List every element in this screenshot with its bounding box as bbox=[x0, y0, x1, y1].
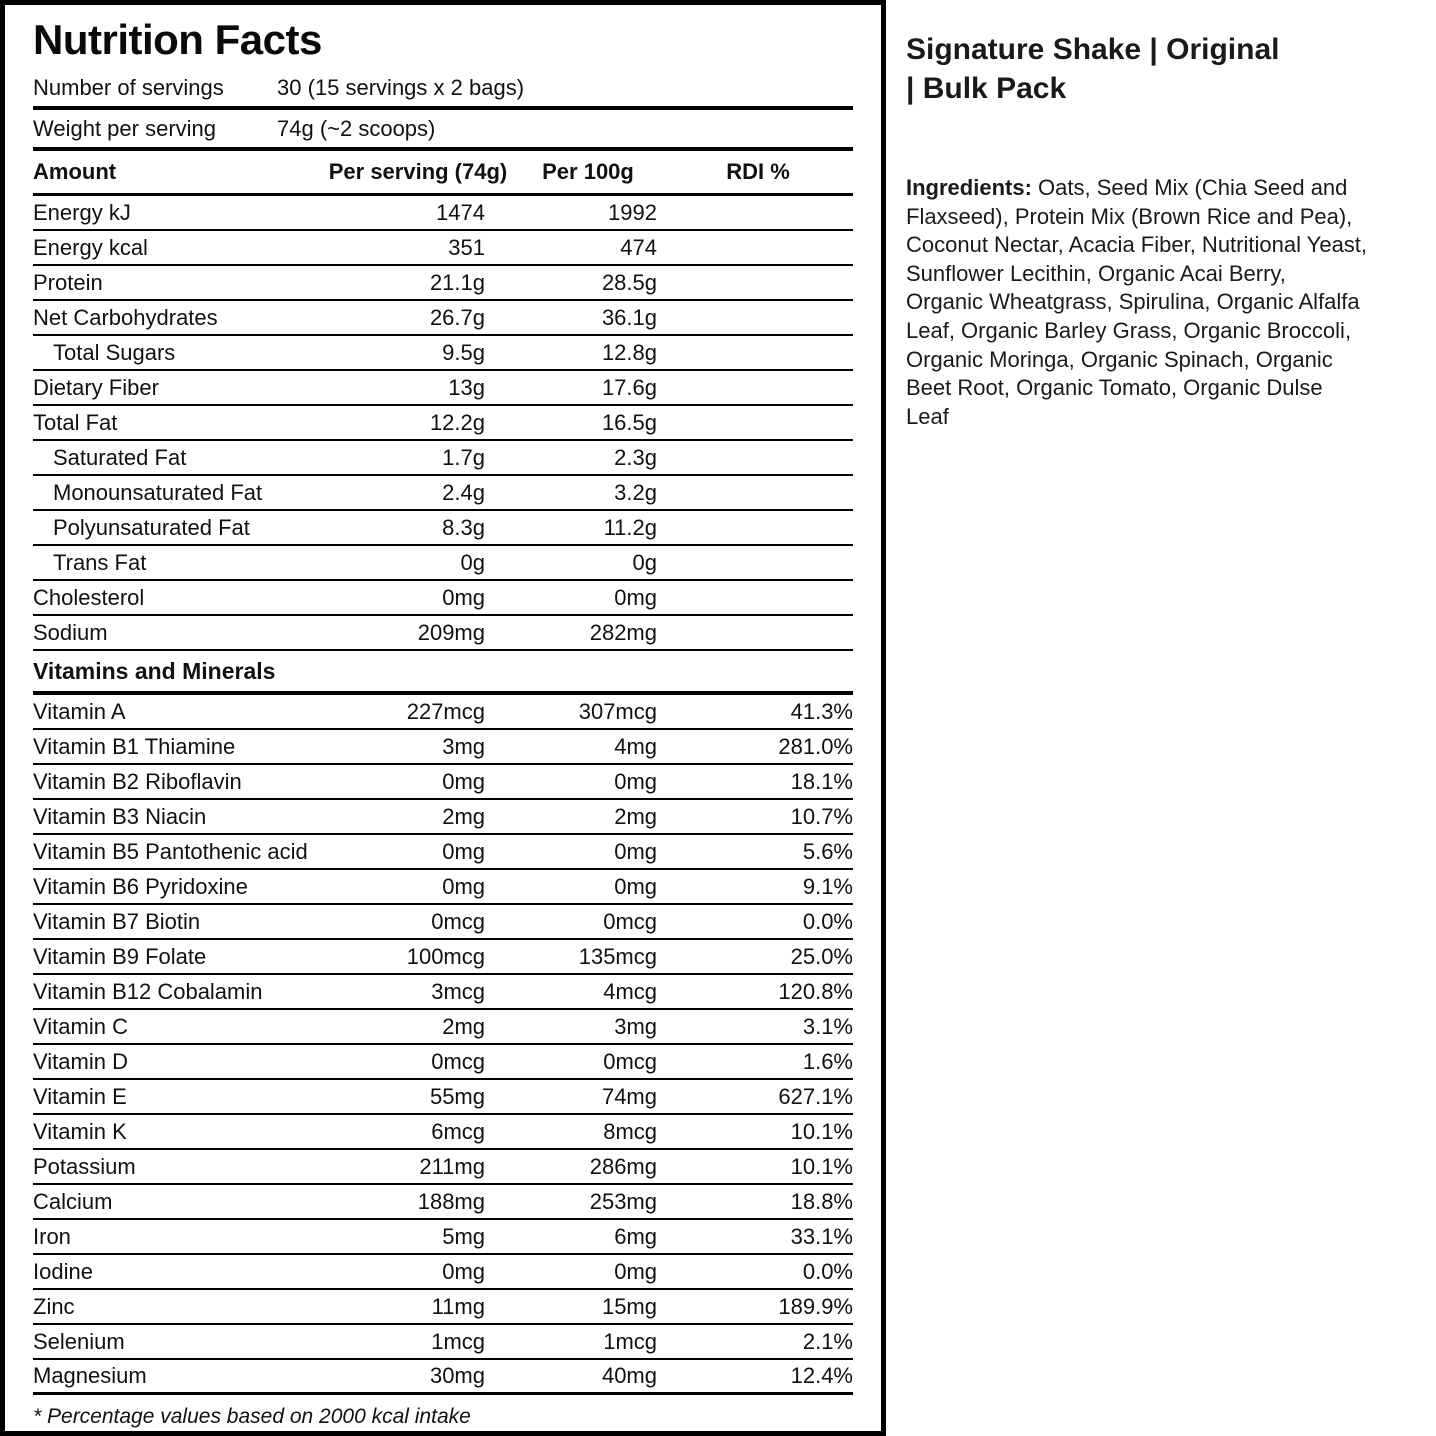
row-label: Vitamin K bbox=[33, 1118, 127, 1144]
per-100g-value: 17.6g bbox=[601, 374, 657, 400]
table-row bbox=[33, 1360, 853, 1395]
product-title-line2: | Bulk Pack bbox=[906, 72, 1067, 105]
per-serving-value: 2.4g bbox=[442, 479, 485, 505]
table-row bbox=[33, 1010, 853, 1045]
rdi-value: 189.9% bbox=[778, 1293, 853, 1319]
table-row bbox=[33, 765, 853, 800]
row-label: Total Sugars bbox=[53, 339, 176, 365]
rdi-value: 18.8% bbox=[790, 1188, 853, 1214]
table-row bbox=[33, 581, 853, 616]
servings-value: 30 (15 servings x 2 bags) bbox=[277, 74, 525, 100]
table-row bbox=[33, 1325, 853, 1360]
row-label: Vitamin B6 Pyridoxine bbox=[33, 873, 248, 899]
per-serving-value: 55mg bbox=[429, 1083, 485, 1109]
per-serving-value: 351 bbox=[448, 234, 485, 260]
column-header-row bbox=[33, 151, 853, 196]
per-serving-value: 188mg bbox=[417, 1188, 485, 1214]
rdi-value: 25.0% bbox=[790, 943, 853, 969]
table-row bbox=[33, 406, 853, 441]
row-label: Iron bbox=[33, 1223, 71, 1249]
rdi-value: 5.6% bbox=[802, 838, 853, 864]
per-100g-value: 474 bbox=[620, 234, 657, 260]
table-row bbox=[33, 371, 853, 406]
weight-row bbox=[33, 110, 853, 151]
per-100g-value: 0mg bbox=[614, 873, 657, 899]
rdi-value: 1.6% bbox=[802, 1048, 853, 1074]
table-row bbox=[33, 1115, 853, 1150]
table-row bbox=[33, 695, 853, 730]
rdi-value: 9.1% bbox=[802, 873, 853, 899]
per-serving-value: 11mg bbox=[431, 1293, 485, 1319]
per-100g-value: 282mg bbox=[589, 619, 657, 645]
per-100g-value: 40mg bbox=[601, 1363, 657, 1388]
row-label: Sodium bbox=[33, 619, 108, 645]
table-row bbox=[33, 1290, 853, 1325]
table-row bbox=[33, 940, 853, 975]
table-row bbox=[33, 1080, 853, 1115]
row-label: Potassium bbox=[33, 1153, 136, 1179]
table-row bbox=[33, 835, 853, 870]
per-100g-value: 36.1g bbox=[601, 304, 657, 330]
row-label: Vitamin B9 Folate bbox=[33, 943, 207, 969]
per-serving-value: 5mg bbox=[442, 1223, 485, 1249]
footnote: * Percentage values based on 2000 kcal intake bbox=[33, 1405, 471, 1428]
table-row bbox=[33, 511, 853, 546]
row-label: Vitamin B2 Riboflavin bbox=[33, 768, 242, 794]
servings-label: Number of servings bbox=[33, 74, 224, 100]
per-serving-value: 2mg bbox=[442, 803, 485, 829]
row-label: Vitamin C bbox=[33, 1013, 128, 1039]
per-100g-value: 4mg bbox=[614, 733, 657, 759]
table-row bbox=[33, 266, 853, 301]
per-serving-value: 8.3g bbox=[442, 514, 485, 540]
rdi-value: 41.3% bbox=[790, 698, 853, 724]
per-serving-value: 100mcg bbox=[406, 943, 485, 969]
per-100g-value: 0mcg bbox=[603, 908, 657, 934]
per-serving-value: 3mg bbox=[442, 733, 485, 759]
rdi-value: 33.1% bbox=[790, 1223, 853, 1249]
row-label: Vitamin D bbox=[33, 1048, 128, 1074]
weight-value: 74g (~2 scoops) bbox=[277, 115, 436, 141]
per-serving-value: 0mg bbox=[442, 838, 485, 864]
per-100g-value: 12.8g bbox=[601, 339, 657, 365]
rdi-value: 10.1% bbox=[790, 1153, 853, 1179]
per-100g-value: 0mcg bbox=[603, 1048, 657, 1074]
per-100g-value: 0mg bbox=[614, 584, 657, 610]
row-label: Iodine bbox=[33, 1258, 93, 1284]
row-label: Vitamin B3 Niacin bbox=[33, 803, 207, 829]
rdi-value: 281.0% bbox=[778, 733, 853, 759]
table-row bbox=[33, 196, 853, 231]
per-100g-value: 11.2g bbox=[603, 514, 657, 540]
panel-title: Nutrition Facts bbox=[33, 16, 322, 63]
ingredients-text: Oats, Seed Mix (Chia Seed and Flaxseed), Protein Mix (Brown Rice and Pea), Coconut Nectar, Acacia Fiber, Nutritional Yeast, Sunflower Lecithin, Organic Acai Berry, Organic Wheatgrass, Spirulina, Organic Alfalfa Leaf, Organic Barley Grass, Organic Broccoli, Organic Moringa, Organic Spinach, Organic Beet Root, Organic Tomato, Organic Dulse Leaf bbox=[906, 175, 1368, 429]
row-label: Vitamin B1 Thiamine bbox=[33, 733, 236, 759]
per-serving-value: 0mcg bbox=[431, 1048, 485, 1074]
row-label: Vitamin B7 Biotin bbox=[33, 908, 201, 934]
per-100g-value: 4mcg bbox=[603, 978, 657, 1004]
per-100g-value: 0g bbox=[632, 549, 657, 575]
table-row bbox=[33, 800, 853, 835]
per-100g-value: 16.5g bbox=[601, 409, 657, 435]
table-row bbox=[33, 546, 853, 581]
product-panel bbox=[886, 0, 1436, 1436]
table-row bbox=[33, 1150, 853, 1185]
per-100g-value: 2.3g bbox=[614, 444, 657, 470]
per-serving-value: 26.7g bbox=[429, 304, 485, 330]
row-label: Energy kcal bbox=[33, 234, 148, 260]
table-row bbox=[33, 301, 853, 336]
column-header-rdi: RDI % bbox=[726, 159, 790, 184]
per-serving-value: 30mg bbox=[429, 1363, 485, 1388]
per-100g-value: 0mg bbox=[614, 838, 657, 864]
per-100g-value: 28.5g bbox=[601, 269, 657, 295]
weight-label: Weight per serving bbox=[33, 115, 217, 141]
row-label: Vitamin B12 Cobalamin bbox=[33, 978, 263, 1004]
per-serving-value: 9.5g bbox=[442, 339, 485, 365]
per-serving-value: 0mg bbox=[442, 1258, 485, 1284]
rdi-value: 2.1% bbox=[802, 1328, 853, 1354]
per-100g-value: 3mg bbox=[614, 1013, 657, 1039]
row-label: Calcium bbox=[33, 1188, 113, 1214]
rdi-value: 10.7% bbox=[790, 803, 853, 829]
table-row bbox=[33, 1255, 853, 1290]
table-row bbox=[33, 870, 853, 905]
per-100g-value: 253mg bbox=[589, 1188, 657, 1214]
table-row bbox=[33, 1045, 853, 1080]
per-serving-value: 0mg bbox=[442, 584, 485, 610]
per-serving-value: 12.2g bbox=[429, 409, 485, 435]
row-label: Net Carbohydrates bbox=[33, 304, 218, 330]
rdi-value: 120.8% bbox=[778, 978, 853, 1004]
per-100g-value: 1mcg bbox=[603, 1328, 657, 1354]
rdi-value: 0.0% bbox=[802, 908, 853, 934]
per-100g-value: 8mcg bbox=[603, 1118, 657, 1144]
per-serving-value: 13g bbox=[448, 374, 485, 400]
table-row bbox=[33, 616, 853, 651]
per-100g-value: 135mcg bbox=[578, 943, 657, 969]
per-serving-value: 1mcg bbox=[431, 1328, 485, 1354]
row-label: Vitamin E bbox=[33, 1083, 127, 1109]
per-100g-value: 0mg bbox=[614, 768, 657, 794]
row-label: Dietary Fiber bbox=[33, 374, 159, 400]
per-serving-value: 0mg bbox=[442, 873, 485, 899]
table-row bbox=[33, 905, 853, 940]
per-serving-value: 2mg bbox=[442, 1013, 485, 1039]
rdi-value: 3.1% bbox=[802, 1013, 853, 1039]
servings-row bbox=[33, 69, 853, 110]
row-label: Energy kJ bbox=[33, 199, 131, 225]
rdi-value: 18.1% bbox=[790, 768, 853, 794]
rdi-value: 12.4% bbox=[790, 1363, 853, 1388]
vitamins-table bbox=[33, 695, 853, 1395]
rdi-value: 627.1% bbox=[778, 1083, 853, 1109]
table-row bbox=[33, 476, 853, 511]
per-serving-value: 21.1g bbox=[429, 269, 485, 295]
per-100g-value: 307mcg bbox=[578, 698, 657, 724]
table-row bbox=[33, 231, 853, 266]
product-title-line1: Signature Shake | Original bbox=[906, 33, 1280, 66]
per-serving-value: 0g bbox=[460, 549, 485, 575]
per-100g-value: 0mg bbox=[614, 1258, 657, 1284]
product-title bbox=[906, 30, 1396, 108]
per-serving-value: 0mcg bbox=[431, 908, 485, 934]
row-label: Cholesterol bbox=[33, 584, 145, 610]
row-label: Zinc bbox=[33, 1293, 75, 1319]
rdi-value: 0.0% bbox=[802, 1258, 853, 1284]
per-serving-value: 211mg bbox=[419, 1153, 485, 1179]
row-label: Total Fat bbox=[33, 409, 118, 435]
per-100g-value: 3.2g bbox=[614, 479, 657, 505]
table-row bbox=[33, 441, 853, 476]
per-serving-value: 1.7g bbox=[442, 444, 485, 470]
per-100g-value: 15mg bbox=[601, 1293, 657, 1319]
per-100g-value: 286mg bbox=[589, 1153, 657, 1179]
per-serving-value: 1474 bbox=[436, 199, 485, 225]
nutrients-table bbox=[33, 196, 853, 651]
row-label: Polyunsaturated Fat bbox=[53, 514, 250, 540]
row-label: Saturated Fat bbox=[53, 444, 187, 470]
per-serving-value: 3mcg bbox=[431, 978, 485, 1004]
table-row bbox=[33, 730, 853, 765]
table-row bbox=[33, 336, 853, 371]
vitamins-minerals-header: Vitamins and Minerals bbox=[33, 651, 853, 695]
column-header-per-serving: Per serving (74g) bbox=[328, 159, 508, 184]
per-serving-value: 227mcg bbox=[406, 698, 485, 724]
per-serving-value: 0mg bbox=[442, 768, 485, 794]
column-header-per-100g: Per 100g bbox=[542, 159, 634, 184]
table-row bbox=[33, 975, 853, 1010]
rdi-value: 10.1% bbox=[790, 1118, 853, 1144]
table-row bbox=[33, 1185, 853, 1220]
row-label: Magnesium bbox=[33, 1363, 147, 1388]
ingredients-label: Ingredients: bbox=[906, 175, 1032, 200]
ingredients-paragraph bbox=[906, 174, 1368, 431]
per-100g-value: 6mg bbox=[614, 1223, 657, 1249]
row-label: Vitamin B5 Pantothenic acid bbox=[33, 838, 308, 864]
row-label: Trans Fat bbox=[53, 549, 147, 575]
row-label: Vitamin A bbox=[33, 698, 126, 724]
per-100g-value: 2mg bbox=[614, 803, 657, 829]
per-serving-value: 6mcg bbox=[431, 1118, 485, 1144]
table-row bbox=[33, 1220, 853, 1255]
column-header-amount: Amount bbox=[33, 159, 117, 184]
row-label: Monounsaturated Fat bbox=[53, 479, 263, 505]
row-label: Protein bbox=[33, 269, 103, 295]
per-serving-value: 209mg bbox=[417, 619, 485, 645]
row-label: Selenium bbox=[33, 1328, 125, 1354]
per-100g-value: 1992 bbox=[608, 199, 657, 225]
per-100g-value: 74mg bbox=[601, 1083, 657, 1109]
